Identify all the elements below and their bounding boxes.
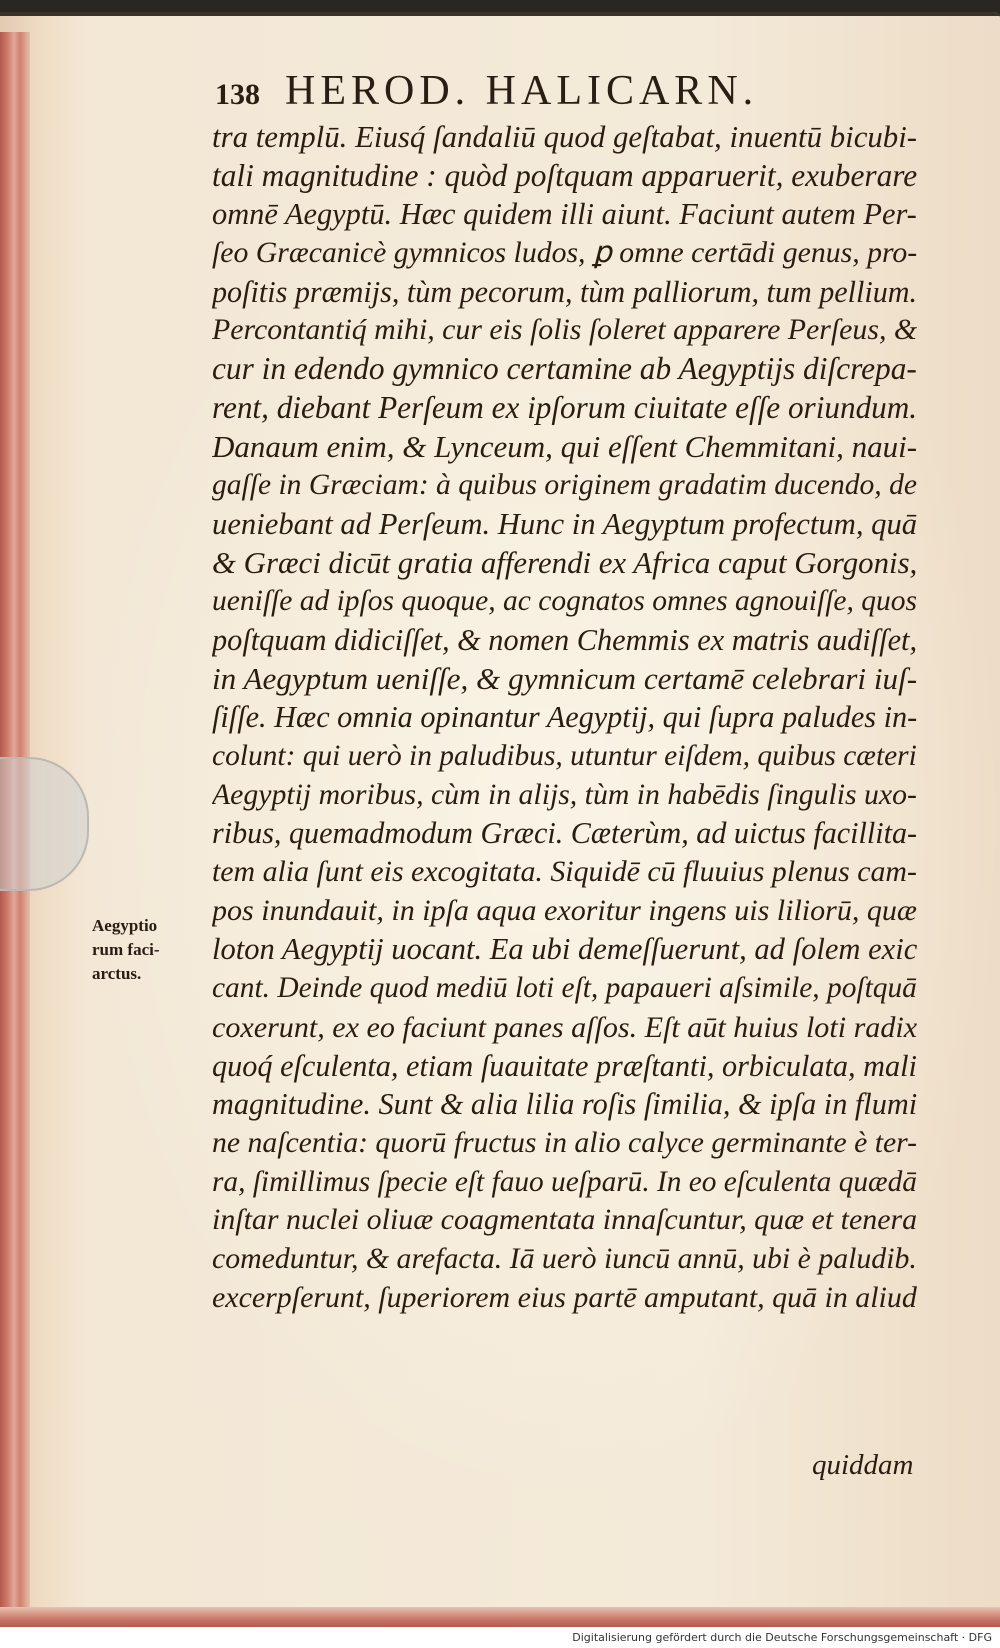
running-title: HEROD. HALICARN. <box>285 68 759 114</box>
text-line: poſitis præmijs, tùm pecorum, tùm palliorum, tum pellium. <box>212 274 918 309</box>
book-page <box>0 12 1000 1627</box>
text-line: ne naſcentia: quorū fructus in alio calyce germinante è ter- <box>212 1126 918 1159</box>
text-line: ſiſſe. Hæc omnia opinantur Aegyptij, qui ſupra paludes in- <box>212 700 918 735</box>
catchword: quiddam <box>812 1449 914 1481</box>
running-head <box>215 67 895 117</box>
marginal-note <box>92 914 212 986</box>
text-line: cant. Deinde quod mediū loti eſt, papaueri aſsimile, poſtquā <box>212 972 917 1005</box>
text-line: Percontantiq́ mihi, cur eis ſolis ſoleret apparere Perſeus, & <box>212 313 918 347</box>
text-line: ueniſſe ad ipſos quoque, ac cognatos omnes agnouiſſe, quos <box>212 585 918 618</box>
text-line: magnitudine. Sunt & alia lilia roſis ſimilia, & ipſa in flumi <box>212 1087 918 1122</box>
text-line: inſtar nuclei oliuæ coagmentata innaſcuntur, quæ et tenera <box>212 1203 918 1237</box>
text-line: Aegyptij moribus, cùm in alijs, tùm in habēdis ſingulis uxo- <box>212 777 917 811</box>
footer-bar <box>0 1627 1000 1648</box>
text-line: & Græci dicūt gratia afferendi ex Africa caput Gorgonis, <box>212 545 918 580</box>
text-line: ribus, quemadmodum Græci. Cæterùm, ad uictus facillita- <box>212 816 918 851</box>
text-line: poſtquam didiciſſet, & nomen Chemmis ex matris audiſſet, <box>212 622 918 657</box>
text-line: Danaum enim, & Lynceum, qui eſſent Chemmitani, naui- <box>212 428 918 464</box>
text-line: tali magnitudine : quòd poſtquam apparuerit, exuberare <box>212 157 918 193</box>
marginal-note-line: arctus. <box>92 964 142 983</box>
footer-credit: Digitalisierung gefördert durch die Deutsche Forschungsgemeinschaft · DFG <box>572 1631 992 1644</box>
text-line: cur in edendo gymnico certamine ab Aegyptijs diſcrepa- <box>212 351 917 387</box>
text-line: coxerunt, ex eo faciunt panes aſſos. Eſt aūt huius loti radix <box>212 1009 918 1044</box>
marginal-note-line: Aegyptio <box>92 916 158 935</box>
finger-shadow <box>0 757 89 891</box>
page-top-shadow <box>0 12 1000 16</box>
text-line: loton Aegyptij uocant. Ea ubi demeſſuerunt, ad ſolem exic <box>212 932 918 967</box>
text-line: gaſſe in Græciam: à quibus originem gradatim ducendo, de <box>212 469 917 502</box>
page-number: 138 <box>215 78 260 111</box>
text-line: colunt: qui uerò in paludibus, utuntur eiſdem, quibus cæteri <box>212 740 917 772</box>
text-line: tem alia ſunt eis excogitata. Siquidē cū fluuius plenus cam- <box>212 855 917 889</box>
text-line: pos inundauit, in ipſa aqua exoritur ingens uis liliorū, quæ <box>212 893 917 927</box>
text-line: tra templū. Eiusq́ ſandaliū quod geſtabat, inuentū bicubi- <box>212 120 918 154</box>
text-line: ueniebant ad Perſeum. Hunc in Aegyptum profectum, quā <box>212 506 918 541</box>
text-line: omnē Aegyptū. Hæc quidem illi aiunt. Faciunt autem Per- <box>212 197 917 232</box>
text-line: comeduntur, & arefacta. Iā uerò iuncū annū, ubi è paludib. <box>212 1241 917 1275</box>
body-text <box>212 118 942 1317</box>
text-line: quoq́ eſculenta, etiam ſuauitate præſtanti, orbiculata, mali <box>212 1048 917 1083</box>
text-line: in Aegyptum ueniſſe, & gymnicum certamē celebrari iuſ- <box>212 660 918 696</box>
marginal-note-line: rum faci- <box>92 940 160 959</box>
page-edge-bottom <box>0 1607 1000 1627</box>
text-line: ra, ſimillimus ſpecie eſt fauo ueſparū. In eo eſculenta quædā <box>212 1165 917 1198</box>
text-line: rent, diebant Perſeum ex ipſorum ciuitate eſſe oriundum. <box>212 389 918 425</box>
text-line: excerpſerunt, ſuperiorem eius partē amputant, quā in aliud <box>212 1280 917 1314</box>
text-line: ſeo Græcanicè gymnicos ludos, ꝑ omne certādi genus, pro- <box>212 236 918 270</box>
